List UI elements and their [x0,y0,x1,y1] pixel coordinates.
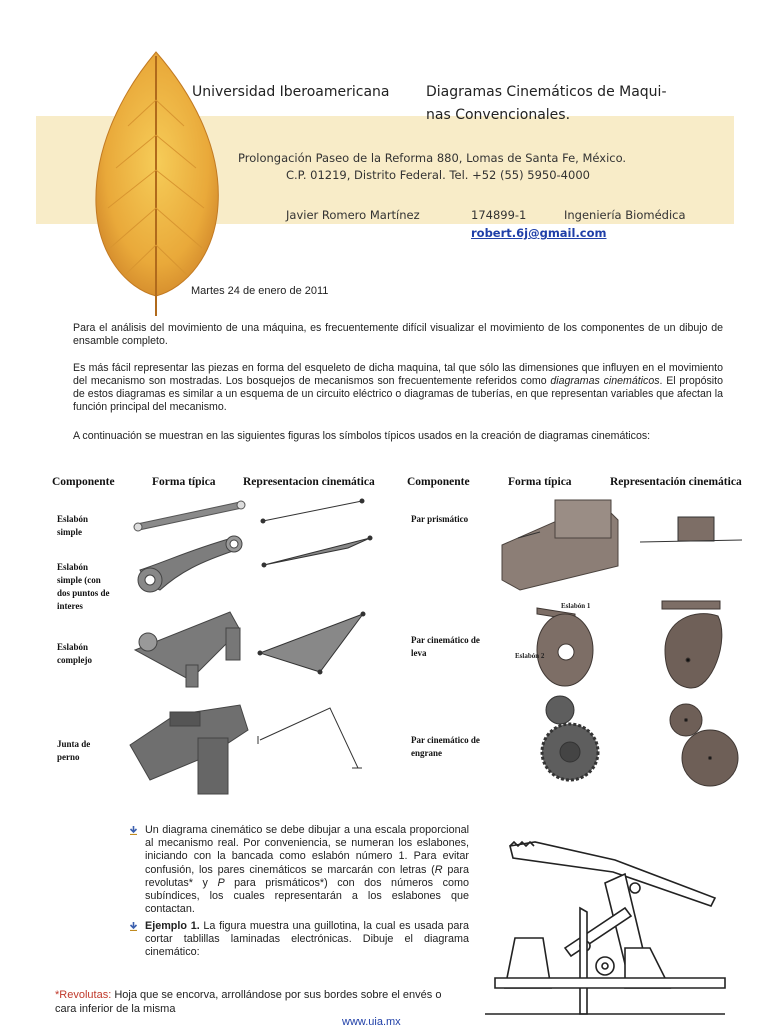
pin-joint-symbol [258,708,362,768]
doc-title-line1: Diagramas Cinemáticos de Maqui- [426,84,667,100]
label-pin-joint: Junta de perno [57,739,91,762]
fig-header-typical-right: Forma típica [508,476,572,488]
fig-header-component-right: Componente [407,476,470,488]
document-date: Martes 24 de enero de 2011 [191,285,329,297]
bullet-1: Un diagrama cinemático se debe dibujar a una escala proporcional al mecanismo real. Por conveniencia, se numeran los eslabones, iniciando con la bancada como eslabón número 1. Para evitar confusión, los pares cinemáticos se marcarán con letras (R para revolutas* y P para prismáticos*) con dos números como subíndices, los cuales representarán a los eslabones que contactan. [145,824,469,916]
paragraph-2-italic: diagramas cinemáticos [550,375,660,387]
label-cam-pair: Par cinemático de leva [411,635,480,658]
gear-pair-shape [542,696,598,780]
student-id: 174899-1 [471,208,527,222]
cam-label-link1: Eslabón 1 [561,602,591,610]
address-line2: C.P. 01219, Distrito Federal. Tel. +52 (55) 5950-4000 [286,168,590,182]
fig-header-component-left: Componente [52,476,115,488]
footnote-revolutas: *Revolutas: Hoja que se encorva, arrollándose por sus bordes sobre el envés o cara inferior de la misma [55,989,442,1015]
fig-header-typical-left: Forma típica [152,476,216,488]
kinematic-symbols-figure [0,490,768,810]
paragraph-2-text-a: Es más fácil representar las piezas en forma del esqueleto de dicha maquina, tal que sólo las dimensiones que influyen en el movimiento del mecanismo son mostradas. Los bosquejos de mecanismos son frecuentemente referidos como [73,362,723,387]
cam-pair-shape [537,608,593,686]
paragraph-3: A continuación se muestran en las siguientes figuras los símbolos típicos usados en la creación de diagramas cinemáticos: [73,430,651,442]
label-complex-link: Eslabón complejo [57,642,92,665]
fig-header-kinematic-right: Representación cinemática [610,476,742,488]
prismatic-pair-symbol [640,517,742,542]
simple-link-symbol [261,499,364,523]
label-simple-link-two-points: Eslabón simple (con dos puntos de interes [57,562,110,611]
guillotine-drawing [475,838,735,1020]
label-simple-link: Eslabón simple [57,514,89,537]
pin-joint-shape [130,705,248,794]
bullet-2-example: Ejemplo 1. La figura muestra una guillotina, la cual es usada para cortar tablillas laminadas electrónicas. Dibuje el diagrama cinemático: [145,920,469,959]
bullet-arrow-icon [129,826,138,835]
university-name: Universidad Iberoamericana [192,84,390,100]
bullet-arrow-icon [129,922,138,931]
complex-link-shape [135,612,240,687]
label-gear-pair: Par cinemático de engrane [411,735,480,758]
fig-header-kinematic-left: Representacion cinemática [243,476,375,488]
program-name: Ingeniería Biomédica [564,208,686,222]
doc-title-line2: nas Convencionales. [426,107,571,123]
paragraph-2-text-b: . El propósito de estos diagramas es similar a un esquema de un circuito eléctrico o diagramas de tuberías, en que representan variables que afectan la función principal del mecanismo. [73,375,723,413]
address-line1: Prolongación Paseo de la Reforma 880, Lomas de Santa Fe, México. [238,151,627,165]
simple-link-shape [134,501,245,531]
gear-pair-symbol [670,704,738,786]
bent-link-shape [138,536,242,592]
paragraph-2 [73,362,723,414]
author-name: Javier Romero Martínez [286,208,420,222]
bent-link-symbol [262,536,372,567]
cam-pair-symbol [662,601,722,688]
footer-url[interactable]: www.uia.mx [342,1016,401,1028]
label-prismatic-pair: Par prismático [411,514,469,524]
complex-link-symbol [258,612,365,674]
email-link[interactable]: robert.6j@gmail.com [471,226,607,240]
cam-label-link2: Eslabón 2 [515,652,545,660]
prismatic-pair-shape [502,500,618,590]
paragraph-1: Para el análisis del movimiento de una máquina, es frecuentemente difícil visualizar el movimiento de los componentes de un dibujo de ensamble completo. [73,322,723,347]
